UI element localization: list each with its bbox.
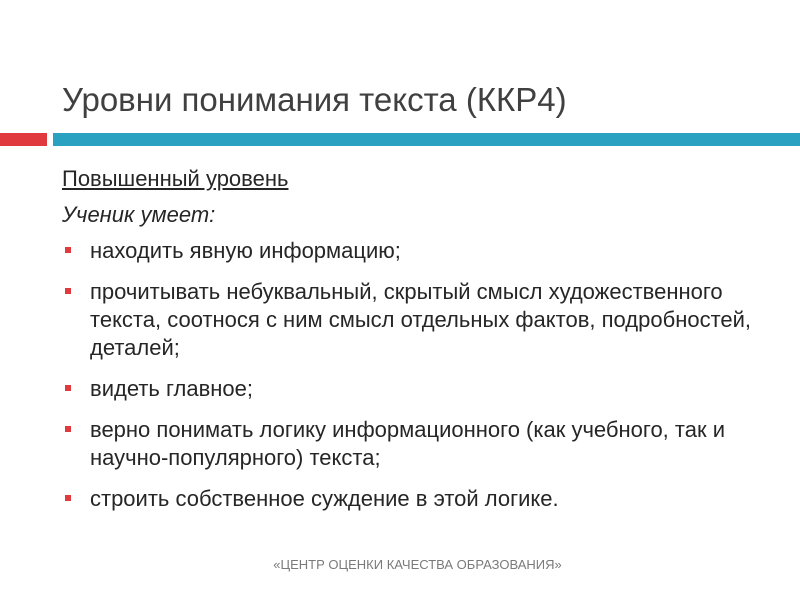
footer-organization: «ЦЕНТР ОЦЕНКИ КАЧЕСТВА ОБРАЗОВАНИЯ» [273,557,562,572]
square-bullet-icon [65,426,71,432]
lead-text: Ученик умеет: [62,202,216,227]
slide-title: Уровни понимания текста (ККР4) [62,81,567,118]
square-bullet-icon [65,247,71,253]
list-item-text: верно понимать логику информационного (как учебного, так и научно-популярного) текста; [90,417,725,470]
list-item [62,278,782,362]
level-heading: Повышенный уровень [62,166,289,191]
title-accent-bar-blue [53,133,800,146]
square-bullet-icon [65,288,71,294]
list-item-text: строить собственное суждение в этой логике. [90,486,559,511]
list-item-text: видеть главное; [90,376,254,401]
title-accent-bar-red [0,133,47,146]
list-item-text: прочитывать небуквальный, скрытый смысл художественного текста, соотнося с ним смысл отдельных фактов, подробностей, деталей; [90,279,752,360]
square-bullet-icon [65,495,71,501]
square-bullet-icon [65,385,71,391]
list-item [62,375,782,403]
list-item-text: находить явную информацию; [90,238,401,263]
skills-list [62,237,782,513]
list-item [62,237,782,265]
slide-body [62,161,782,526]
list-item [62,485,782,513]
list-item [62,416,782,472]
